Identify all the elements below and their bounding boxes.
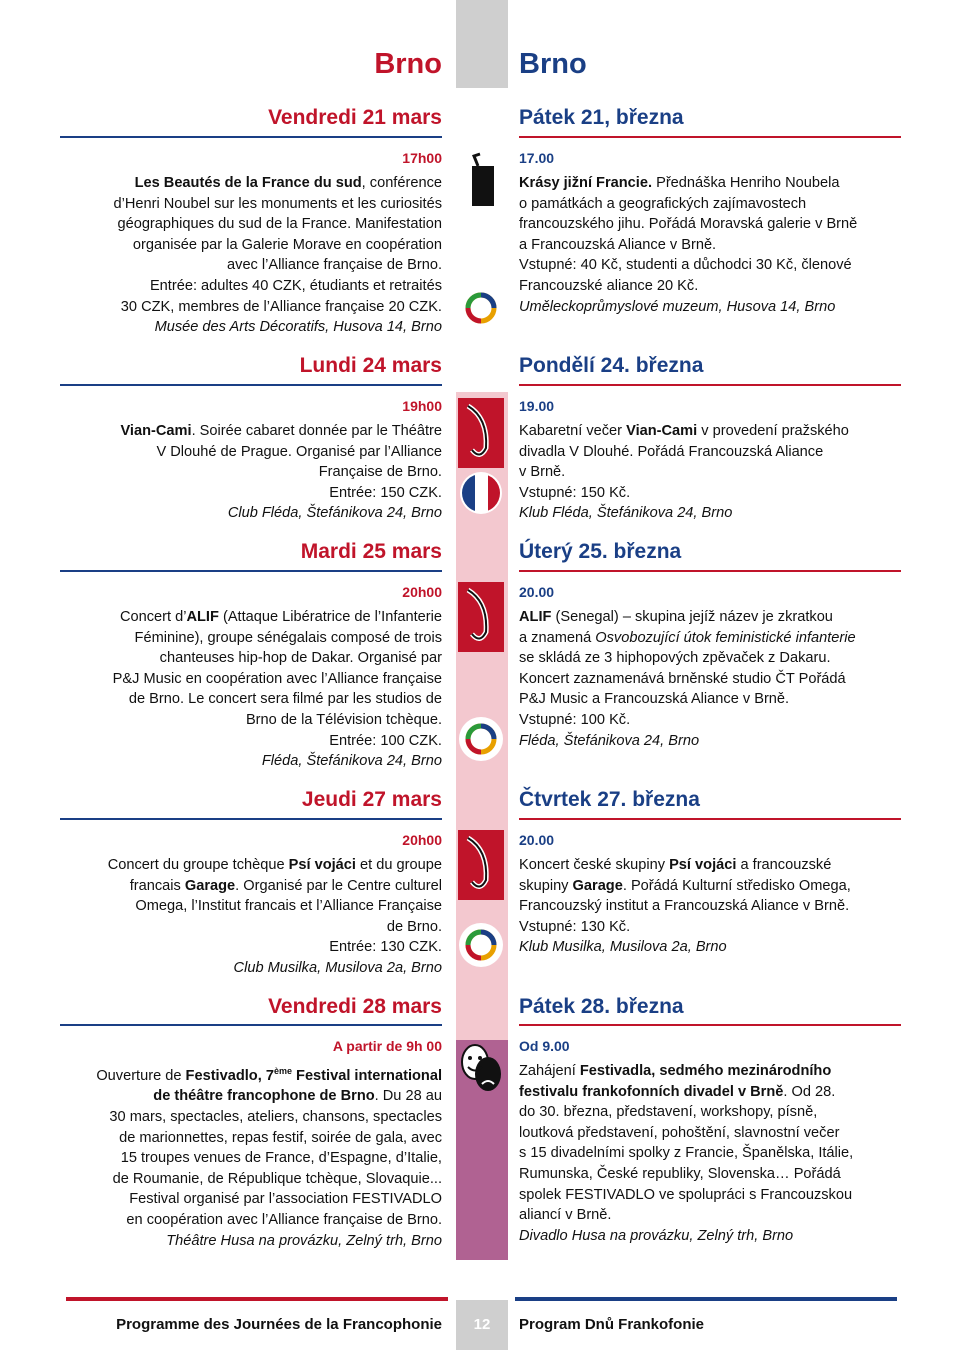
text-run: v provedení pražského	[697, 423, 849, 439]
footer-rule-left	[66, 1297, 448, 1301]
text-line	[60, 1086, 442, 1107]
text-line	[60, 1189, 442, 1210]
text-run: se skládá ze 3 hiphopových zpěvaček z Dakaru.	[519, 650, 831, 667]
text-line	[60, 937, 442, 958]
text-line	[519, 255, 914, 276]
italic-text: Klub Musilka, Musilova 2a, Brno	[519, 939, 727, 956]
text-line	[60, 173, 442, 194]
bold-text: Psí vojáci	[288, 857, 356, 873]
text-run: Vstupné: 40 Kč, studenti a důchodci 30 Kč, členové	[519, 257, 852, 274]
day-heading-cz: Pátek 21, března	[519, 106, 684, 129]
text-line	[519, 214, 914, 235]
text-line	[60, 1061, 442, 1086]
text-run: chanteuses hip-hop de Dakar. Organisé par	[159, 650, 442, 667]
time-cz: 20.00	[519, 832, 555, 848]
bold-text: Garage	[572, 877, 623, 894]
text-line	[60, 214, 442, 235]
text-run: Omega, l’Institut francais et l’Alliance Française	[135, 898, 442, 915]
page-number: 12	[456, 1300, 508, 1350]
text-run: Francouzské aliance 20 Kč.	[519, 277, 699, 294]
rule-fr	[60, 136, 442, 138]
italic-text: Fléda, Štefánikova 24, Brno	[261, 753, 442, 770]
text-line	[519, 1185, 914, 1206]
text-run: Entrée: 130 CZK.	[329, 939, 442, 956]
text-line	[519, 276, 914, 297]
text-line	[60, 297, 442, 318]
time-cz: 19.00	[519, 398, 555, 414]
text-run: P&J Music a Francouzská Aliance v Brně.	[519, 691, 790, 708]
text-line	[60, 1210, 442, 1231]
time-fr: 19h00	[402, 398, 442, 414]
text-line	[60, 876, 442, 897]
microphone-icon	[458, 152, 504, 198]
text-line	[60, 710, 442, 731]
text-line	[60, 628, 442, 649]
rule-fr	[60, 384, 442, 386]
text-run: Ouverture de	[96, 1067, 186, 1084]
text-line	[519, 1082, 914, 1103]
text-line	[60, 731, 442, 752]
text-line	[519, 1102, 914, 1123]
city-title-fr: Brno	[374, 48, 442, 80]
italic-text: Club Musilka, Musilova 2a, Brno	[233, 959, 442, 976]
text-line	[519, 917, 914, 938]
text-run: (Attaque Libératrice de l’Infanterie	[218, 609, 442, 625]
text-line	[60, 669, 442, 690]
italic-text: Uměleckoprůmyslové muzeum, Husova 14, Brno	[519, 298, 836, 315]
text-line	[60, 1107, 442, 1128]
text-line	[60, 1169, 442, 1190]
text-run: Vstupné: 150 Kč.	[519, 484, 631, 501]
text-run: a znamená	[519, 629, 596, 646]
text-run: Vstupné: 100 Kč.	[519, 711, 631, 728]
color-ring-icon	[458, 716, 504, 762]
time-fr: 20h00	[402, 832, 442, 848]
text-run: Entrée: 100 CZK.	[329, 732, 442, 749]
text-run: avec l’Alliance française de Brno.	[227, 257, 442, 274]
text-line	[519, 689, 914, 710]
bold-text: Vian-Cami	[120, 423, 192, 439]
bold-text: Garage	[184, 877, 236, 894]
text-line	[60, 855, 442, 876]
text-run: v Brně.	[519, 464, 566, 481]
text-run: aliancí v Brně.	[519, 1207, 612, 1224]
text-run: do 30. března, představení, workshopy, písně,	[519, 1104, 818, 1121]
event-text-fr	[60, 607, 442, 772]
text-line	[60, 958, 442, 979]
text-run: 30 mars, spectacles, ateliers, chansons, spectacles	[109, 1109, 442, 1126]
day-heading-cz: Úterý 25. března	[519, 540, 682, 563]
text-run: organisée par la Galerie Morave en coopération	[132, 236, 442, 253]
text-line	[60, 235, 442, 256]
text-run: de Brno. Le concert sera filmé par les studios de	[128, 691, 442, 708]
italic-text: Théâtre Husa na provázku, Zelný trh, Brno	[166, 1232, 442, 1249]
text-line	[519, 173, 914, 194]
text-line	[60, 421, 442, 442]
text-line	[519, 710, 914, 731]
text-run: Féminine), groupe sénégalais composé de trois	[134, 629, 442, 646]
day-heading-cz: Pondělí 24. března	[519, 354, 704, 377]
text-line	[519, 731, 914, 752]
text-run: Zahájení	[519, 1063, 580, 1079]
saxophone-icon	[458, 398, 504, 444]
text-line	[519, 937, 914, 958]
text-line	[519, 1164, 914, 1185]
text-line	[519, 1061, 914, 1082]
text-run: de Roumanie, de République tchèque, Slovaquie...	[112, 1170, 442, 1187]
rule-cz	[519, 384, 901, 386]
text-run: 30 CZK, membres de l’Alliance française 20 CZK.	[120, 298, 442, 315]
day-heading-fr: Vendredi 28 mars	[268, 995, 442, 1018]
text-run: ème	[273, 1066, 292, 1076]
text-line	[60, 194, 442, 215]
text-line	[60, 503, 442, 524]
day-heading-cz: Čtvrtek 27. března	[519, 788, 700, 811]
bold-text: Krásy jižní Francie.	[519, 175, 653, 191]
text-line	[519, 442, 914, 463]
text-run: Entrée: adultes 40 CZK, étudiants et retraités	[149, 277, 442, 294]
day-heading-fr: Mardi 25 mars	[300, 540, 442, 563]
text-run: P&J Music en coopération avec l’Alliance française	[112, 670, 442, 687]
event-text-fr	[60, 421, 442, 524]
time-fr: A partir de 9h 00	[332, 1038, 442, 1054]
text-run: Brno de la Télévision tchèque.	[245, 711, 442, 728]
text-run: Concert du groupe tchèque	[107, 857, 289, 873]
text-line	[60, 1128, 442, 1149]
italic-text: Fléda, Štefánikova 24, Brno	[519, 732, 700, 749]
saxophone-icon	[458, 830, 504, 876]
text-line	[519, 896, 914, 917]
day-heading-fr: Jeudi 27 mars	[301, 788, 442, 811]
event-text-cz	[519, 607, 914, 751]
text-line	[519, 1123, 914, 1144]
day-heading-fr: Vendredi 21 mars	[268, 106, 442, 129]
text-line	[519, 462, 914, 483]
text-line	[519, 194, 914, 215]
text-run: Festival organisé par l’association FESTIVADLO	[129, 1191, 442, 1208]
text-run: de Brno.	[386, 918, 442, 935]
text-line	[519, 297, 914, 318]
footer-rule-right	[515, 1297, 897, 1301]
day-heading-fr: Lundi 24 mars	[299, 354, 442, 377]
rule-fr	[60, 818, 442, 820]
event-text-cz	[519, 173, 914, 317]
text-line	[60, 255, 442, 276]
text-run: o památkách a geografických zajímavostech	[519, 195, 807, 212]
text-line	[519, 669, 914, 690]
rule-cz	[519, 818, 901, 820]
text-run: . Du 28 au	[374, 1088, 442, 1105]
flag-fr-icon	[458, 470, 504, 516]
text-run: spolek FESTIVADLO ve spolupráci s Francouzskou	[519, 1186, 853, 1203]
text-line	[60, 317, 442, 338]
text-run: . Pořádá Kulturní středisko Omega,	[622, 877, 851, 894]
footer-right: Program Dnů Frankofonie	[519, 1316, 705, 1333]
text-run: V Dlouhé de Prague. Organisé par l’Alliance	[156, 443, 442, 460]
color-ring-icon	[458, 285, 504, 331]
time-cz: Od 9.00	[519, 1038, 570, 1054]
text-run: Rumunska, České republiky, Slovenska… Pořádá	[519, 1165, 841, 1182]
rule-cz	[519, 570, 901, 572]
text-run: francouzského jihu. Pořádá Moravská galerie v Brně	[519, 216, 858, 233]
event-text-fr	[60, 1061, 442, 1251]
text-run: . Soirée cabaret donnée par le Théâtre	[191, 423, 442, 439]
text-line	[60, 689, 442, 710]
time-fr: 20h00	[402, 584, 442, 600]
text-run: Concert d’	[119, 609, 187, 625]
text-run: Francouzský institut a Francouzská Aliance v Brně.	[519, 898, 850, 915]
text-line	[519, 855, 914, 876]
text-line	[60, 607, 442, 628]
text-line	[60, 1148, 442, 1169]
bold-text: festivalu frankofonních divadel v Brně	[519, 1083, 784, 1100]
event-text-cz	[519, 421, 914, 524]
italic-text: Klub Fléda, Štefánikova 24, Brno	[519, 505, 733, 522]
text-line	[519, 1226, 914, 1247]
text-run: Française de Brno.	[318, 464, 442, 481]
time-cz: 20.00	[519, 584, 555, 600]
event-text-fr	[60, 855, 442, 979]
text-run: Entrée: 150 CZK.	[329, 484, 442, 501]
italic-text: Musée des Arts Décoratifs, Husova 14, Brno	[154, 319, 442, 336]
text-run: Vstupné: 130 Kč.	[519, 918, 631, 935]
text-run: géographiques du sud de la France. Manifestation	[117, 216, 442, 233]
text-run: Koncert české skupiny	[519, 857, 670, 873]
text-run: 15 troupes venues de France, d’Espagne, d’Italie,	[120, 1150, 442, 1167]
bold-text: Les Beautés de la France du sud	[134, 175, 362, 191]
bold-text: Psí vojáci	[669, 857, 737, 873]
italic-text: Divadlo Husa na provázku, Zelný trh, Brno	[519, 1227, 794, 1244]
time-cz: 17.00	[519, 150, 555, 166]
text-line	[519, 421, 914, 442]
bold-text: Vian-Cami	[626, 423, 698, 439]
text-run: d’Henri Noubel sur les monuments et les curiosités	[113, 195, 442, 212]
text-line	[519, 1143, 914, 1164]
bold-text: Festivadla, sedmého mezinárodního	[579, 1063, 832, 1079]
italic-text: Club Fléda, Štefánikova 24, Brno	[227, 505, 442, 522]
text-line	[519, 235, 914, 256]
text-run: (Senegal) – skupina jejíž název je zkratkou	[551, 609, 833, 625]
text-run: en coopération avec l’Alliance française de Brno.	[126, 1212, 442, 1229]
text-line	[60, 483, 442, 504]
text-line	[60, 276, 442, 297]
event-text-cz	[519, 1061, 914, 1246]
bold-text: ALIF	[186, 609, 219, 625]
text-run: Koncert zaznamenává brněnské studio ČT Pořádá	[519, 670, 846, 687]
text-run: , conférence	[361, 175, 442, 191]
rule-cz	[519, 136, 901, 138]
event-text-cz	[519, 855, 914, 958]
text-run: loutková představení, pohoštění, slavnostní večer	[519, 1124, 840, 1141]
bold-text: Festivadlo, 7	[185, 1067, 274, 1084]
text-run: Přednáška Henriho Noubela	[652, 175, 840, 191]
strip-gray	[456, 0, 508, 88]
text-line	[60, 917, 442, 938]
time-fr: 17h00	[402, 150, 442, 166]
bold-text: de théâtre francophone de Brno	[153, 1088, 375, 1105]
rule-fr	[60, 570, 442, 572]
rule-cz	[519, 1024, 901, 1026]
text-run: . Organisé par le Centre culturel	[235, 877, 442, 894]
saxophone-icon	[458, 582, 504, 628]
day-heading-cz: Pátek 28. března	[519, 995, 684, 1018]
text-run: de marionnettes, repas festif, soirée de gala, avec	[119, 1129, 442, 1146]
text-line	[60, 462, 442, 483]
text-line	[519, 876, 914, 897]
text-line	[519, 1205, 914, 1226]
italic-text: Osvobozující útok feministické infanterie	[595, 629, 856, 646]
rule-fr	[60, 1024, 442, 1026]
text-line	[60, 751, 442, 772]
event-text-fr	[60, 173, 442, 338]
footer-left: Programme des Journées de la Francophonie	[116, 1316, 442, 1333]
text-line	[60, 442, 442, 463]
text-run: divadla V Dlouhé. Pořádá Francouzská Aliance	[519, 443, 824, 460]
text-run: francais	[129, 877, 185, 894]
text-run: skupiny	[519, 877, 573, 894]
text-run: a francouzské	[736, 857, 832, 873]
text-run: s 15 divadelními spolky z Francie, Španělska, Itálie,	[519, 1145, 854, 1162]
text-run: Kabaretní večer	[519, 423, 627, 439]
city-title-cz: Brno	[519, 48, 587, 80]
text-line	[519, 503, 914, 524]
text-line	[519, 483, 914, 504]
text-line	[519, 648, 914, 669]
color-ring-icon	[458, 922, 504, 968]
text-line	[519, 607, 914, 628]
text-line	[60, 1231, 442, 1252]
bold-text: ALIF	[519, 609, 552, 625]
text-run: et du groupe	[355, 857, 442, 873]
bold-text: Festival international	[291, 1067, 442, 1084]
theatre-masks-icon	[458, 1038, 504, 1084]
text-line	[60, 648, 442, 669]
text-run: . Od 28.	[783, 1083, 836, 1100]
text-line	[60, 896, 442, 917]
text-run: a Francouzská Aliance v Brně.	[519, 236, 717, 253]
text-line	[519, 628, 914, 649]
